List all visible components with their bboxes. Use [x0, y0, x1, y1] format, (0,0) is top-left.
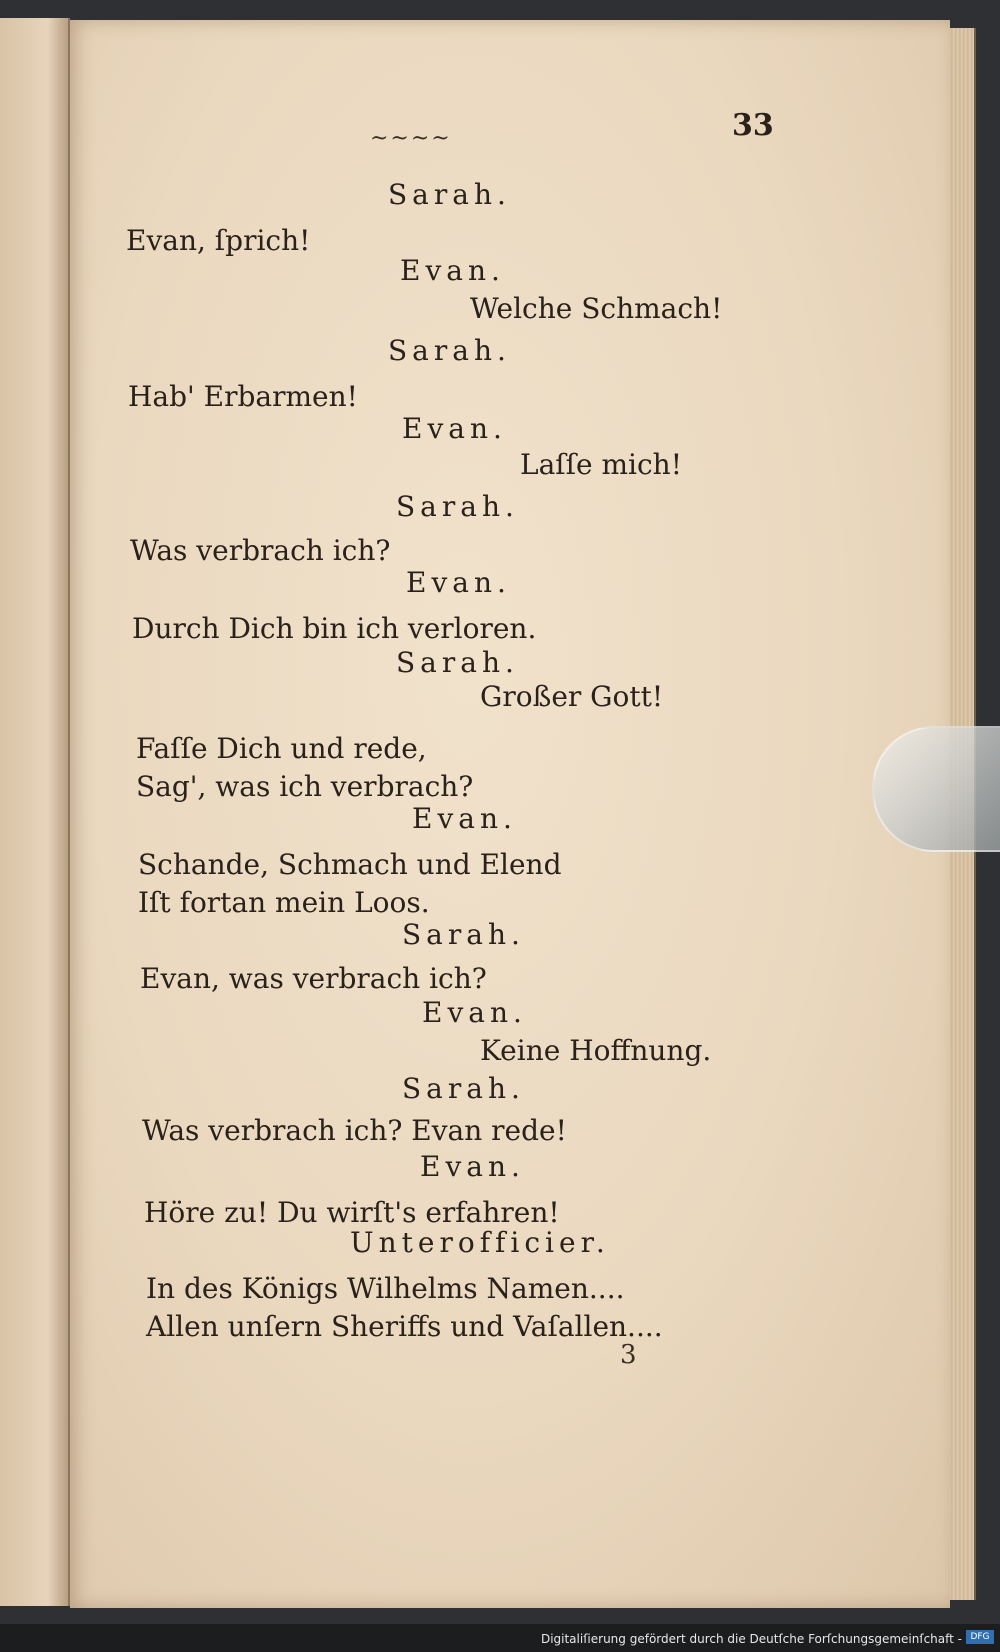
- speaker-label: Evan.: [420, 1150, 525, 1183]
- verse-line: In des Königs Wilhelms Namen....: [146, 1272, 625, 1305]
- verse-line: Allen unſern Sheriffs und Vaſallen....: [146, 1310, 663, 1343]
- verse-line: Laſſe mich!: [520, 448, 682, 481]
- verse-line: Durch Dich bin ich verloren.: [132, 612, 537, 645]
- verse-line: Welche Schmach!: [470, 292, 723, 325]
- speaker-label: Evan.: [406, 566, 511, 599]
- speaker-label: Sarah.: [396, 490, 519, 523]
- speaker-label: Evan.: [422, 996, 527, 1029]
- speaker-label: Sarah.: [396, 646, 519, 679]
- speaker-label: Unterofficier.: [350, 1226, 610, 1259]
- verse-line: Was verbrach ich?: [130, 534, 391, 567]
- verse-line: Hab' Erbarmen!: [128, 380, 358, 413]
- left-page-edge: [0, 18, 70, 1606]
- speaker-label: Sarah.: [402, 918, 525, 951]
- verse-line: Faſſe Dich und rede,: [136, 732, 427, 765]
- page-clip: [872, 726, 1000, 852]
- verse-line: Evan, ſprich!: [126, 224, 311, 257]
- verse-line: Großer Gott!: [480, 680, 664, 713]
- speaker-label: Sarah.: [388, 178, 511, 211]
- verse-line: Schande, Schmach und Elend: [138, 848, 562, 881]
- speaker-label: Sarah.: [402, 1072, 525, 1105]
- header-ornament: ~~~~: [370, 126, 452, 151]
- dfg-logo: DFG: [966, 1630, 994, 1644]
- verse-line: Evan, was verbrach ich?: [140, 962, 487, 995]
- speaker-label: Evan.: [412, 802, 517, 835]
- speaker-label: Sarah.: [388, 334, 511, 367]
- verse-line: Keine Hoffnung.: [480, 1034, 712, 1067]
- verse-line: Was verbrach ich? Evan rede!: [142, 1114, 567, 1147]
- speaker-label: Evan.: [400, 254, 505, 287]
- speaker-label: Evan.: [402, 412, 507, 445]
- verse-line: Iſt fortan mein Loos.: [138, 886, 430, 919]
- signature-mark: 3: [620, 1340, 637, 1370]
- footer-bar: [0, 1624, 1000, 1652]
- verse-line: Höre zu! Du wirſt's erfahren!: [144, 1196, 560, 1229]
- page-number: 33: [732, 108, 774, 143]
- verse-line: Sag', was ich verbrach?: [136, 770, 474, 803]
- footer-credit: Digitaliſierung gefördert durch die Deutſche Forſchungsgemeinſchaft -: [540, 1632, 962, 1646]
